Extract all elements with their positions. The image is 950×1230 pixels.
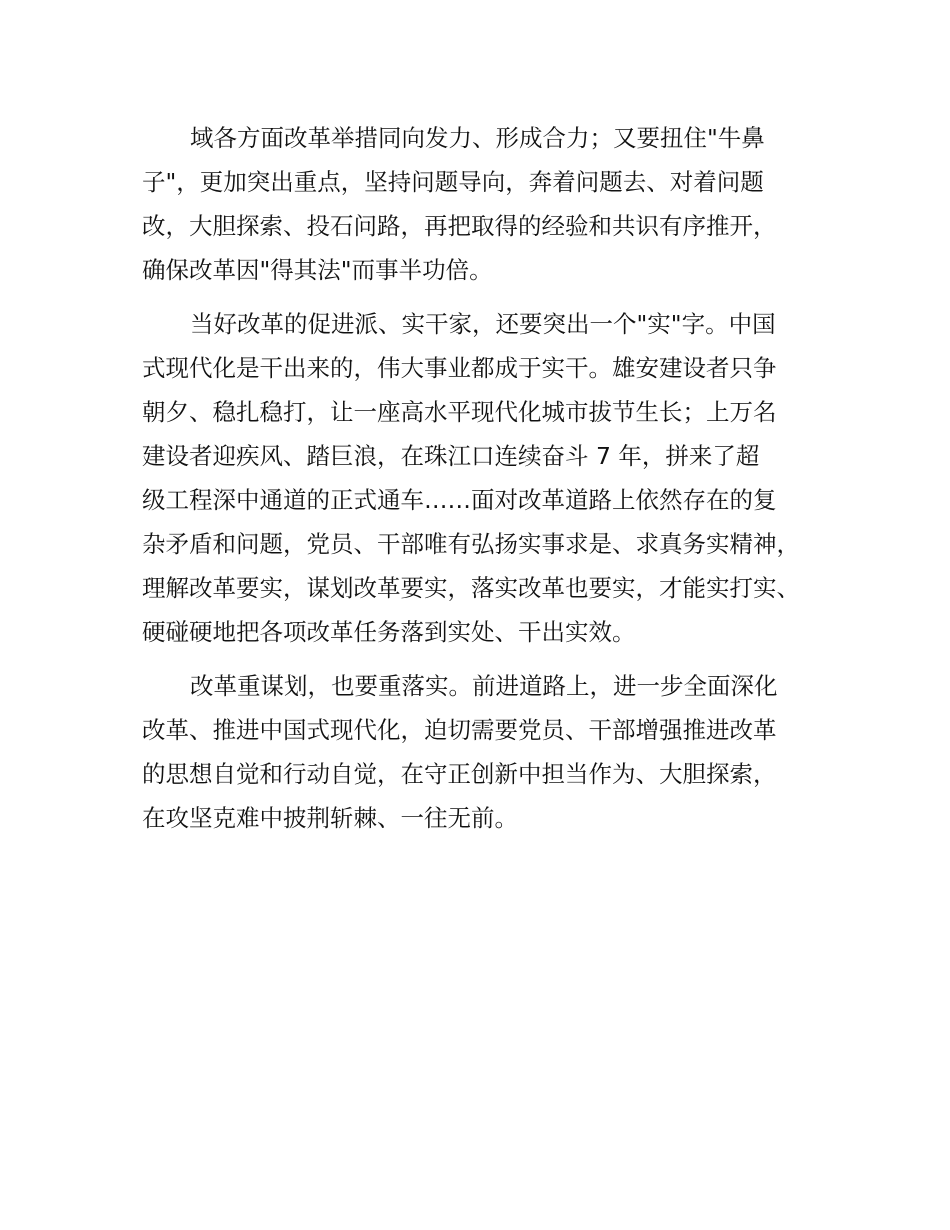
paragraph-spacer bbox=[142, 654, 832, 664]
paragraph-1 bbox=[142, 116, 832, 292]
paragraph-spacer bbox=[142, 292, 832, 302]
paragraph-line: 在攻坚克难中披荆斩棘、一往无前。 bbox=[142, 804, 518, 832]
paragraph-2 bbox=[142, 302, 832, 654]
paragraph-line: 改，大胆探索、投石问路，再把取得的经验和共识有序推开， bbox=[142, 212, 777, 240]
paragraph-line: 的思想自觉和行动自觉，在守正创新中担当作为、大胆探索， bbox=[142, 760, 777, 788]
paragraph-line: 理解改革要实，谋划改革要实，落实改革也要实，才能实打实、 bbox=[142, 574, 800, 602]
paragraph-line: 改革、推进中国式现代化，迫切需要党员、干部增强推进改革 bbox=[142, 716, 777, 744]
paragraph-line: 子"，更加突出重点，坚持问题导向，奔着问题去、对着问题 bbox=[142, 168, 764, 196]
paragraph-line: 式现代化是干出来的，伟大事业都成于实干。雄安建设者只争 bbox=[142, 354, 777, 382]
paragraph-line: 建设者迎疾风、踏巨浪，在珠江口连续奋斗 7 年，拼来了超 bbox=[142, 442, 760, 470]
paragraph-line: 当好改革的促进派、实干家，还要突出一个"实"字。中国 bbox=[190, 310, 776, 338]
paragraph-line: 域各方面改革举措同向发力、形成合力；又要扭住"牛鼻 bbox=[190, 124, 765, 152]
document-body bbox=[142, 116, 832, 840]
paragraph-line: 改革重谋划，也要重落实。前进道路上，进一步全面深化 bbox=[190, 672, 778, 700]
paragraph-line: 朝夕、稳扎稳打，让一座高水平现代化城市拔节生长；上万名 bbox=[142, 398, 777, 426]
paragraph-line: 杂矛盾和问题，党员、干部唯有弘扬实事求是、求真务实精神， bbox=[142, 530, 800, 558]
paragraph-line: 硬碰硬地把各项改革任务落到实处、干出实效。 bbox=[142, 618, 636, 646]
paragraph-line: 确保改革因"得其法"而事半功倍。 bbox=[142, 256, 493, 284]
paragraph-line: 级工程深中通道的正式通车……面对改革道路上依然存在的复 bbox=[142, 486, 777, 514]
paragraph-3 bbox=[142, 664, 832, 840]
